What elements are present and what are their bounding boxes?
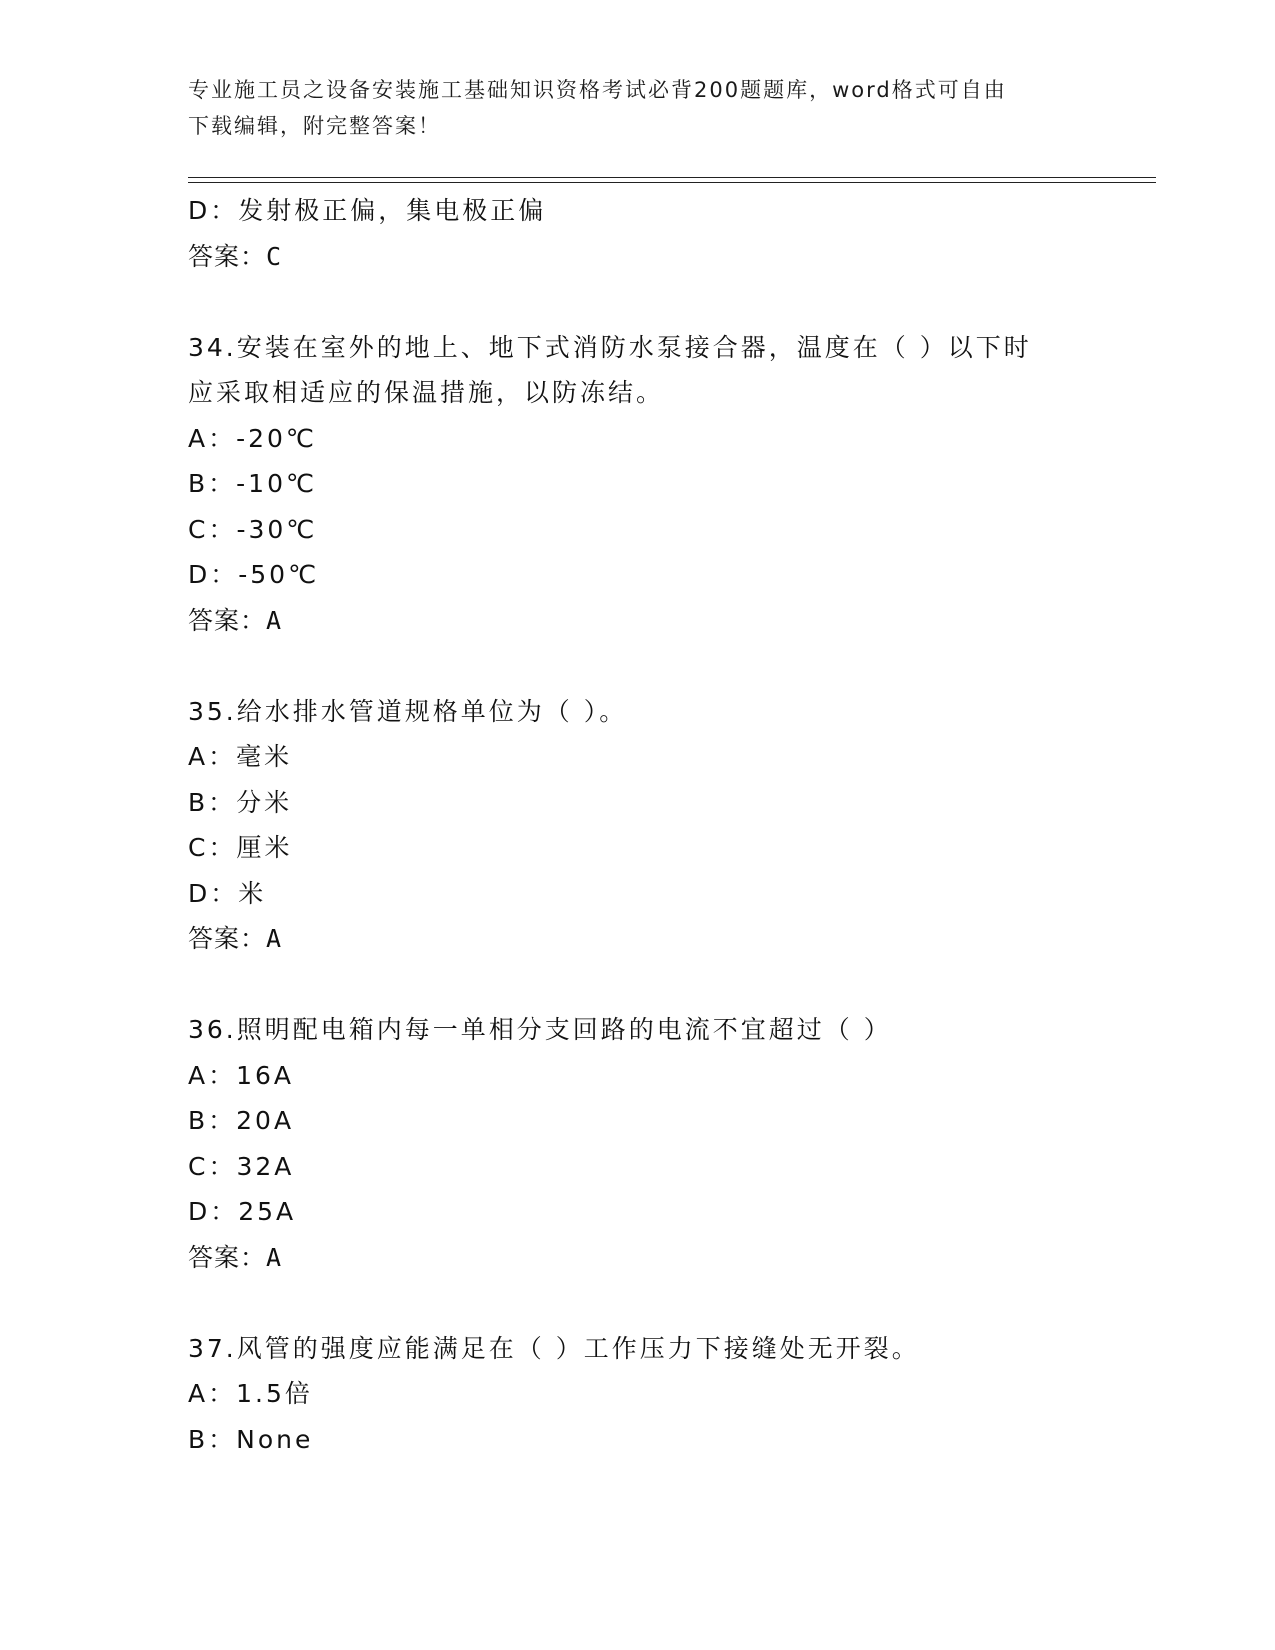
answer-label: 答案： xyxy=(188,241,267,271)
option-c: C：32A xyxy=(188,1151,295,1181)
option-d: D：-50℃ xyxy=(188,560,320,589)
spacer xyxy=(188,1280,1088,1326)
prev-option-d: D：发射极正偏，集电极正偏 xyxy=(188,196,547,225)
header-rule-top xyxy=(188,177,1156,178)
option-a: A：-20℃ xyxy=(188,423,318,453)
answer xyxy=(188,1235,1088,1281)
answer-value: A xyxy=(266,1242,283,1272)
option-a: A：毫米 xyxy=(188,742,293,771)
question-list xyxy=(188,188,1088,1462)
question-34 xyxy=(188,325,1088,644)
option-a: A：16A xyxy=(188,1060,295,1090)
question-stem-line-2: 应采取相适应的保温措施，以防冻结。 xyxy=(188,378,665,407)
answer xyxy=(188,916,1088,962)
option-a: A：1.5倍 xyxy=(188,1379,313,1408)
question-stem-line-1: 34.安装在室外的地上、地下式消防水泵接合器，温度在（ ）以下时 xyxy=(188,332,1032,362)
question-36 xyxy=(188,1007,1088,1280)
header-line-2: 下载编辑，附完整答案！ xyxy=(188,114,441,138)
option-b: B：分米 xyxy=(188,787,293,817)
option-d: D：25A xyxy=(188,1197,297,1226)
answer xyxy=(188,598,1088,644)
option-c: C：-30℃ xyxy=(188,514,318,544)
answer-value: A xyxy=(266,924,283,953)
option-c: C：厘米 xyxy=(188,833,293,862)
question-35 xyxy=(188,689,1088,962)
document-header xyxy=(188,72,1068,144)
option-d: D：米 xyxy=(188,878,267,908)
question-37 xyxy=(188,1326,1088,1463)
spacer xyxy=(188,279,1088,325)
spacer xyxy=(188,962,1088,1008)
option-b: B：None xyxy=(188,1424,314,1454)
header-line-1: 专业施工员之设备安装施工基础知识资格考试必背200题题库，word格式可自由 xyxy=(188,78,1007,102)
answer-value: C xyxy=(266,241,283,271)
answer-label: 答案： xyxy=(188,1242,267,1272)
answer-label: 答案： xyxy=(188,605,267,635)
header-rule-bottom xyxy=(188,182,1156,183)
answer-value: A xyxy=(266,605,283,635)
option-b: B：20A xyxy=(188,1106,295,1135)
prev-answer xyxy=(188,234,1088,280)
question-stem-line-1: 36.照明配电箱内每一单相分支回路的电流不宜超过（ ） xyxy=(188,1015,892,1044)
option-b: B：-10℃ xyxy=(188,469,318,498)
spacer xyxy=(188,643,1088,689)
question-stem-line-1: 35.给水排水管道规格单位为（ ）。 xyxy=(188,696,628,726)
answer-label: 答案： xyxy=(188,924,267,953)
question-stem-line-1: 37.风管的强度应能满足在（ ）工作压力下接缝处无开裂。 xyxy=(188,1333,920,1363)
